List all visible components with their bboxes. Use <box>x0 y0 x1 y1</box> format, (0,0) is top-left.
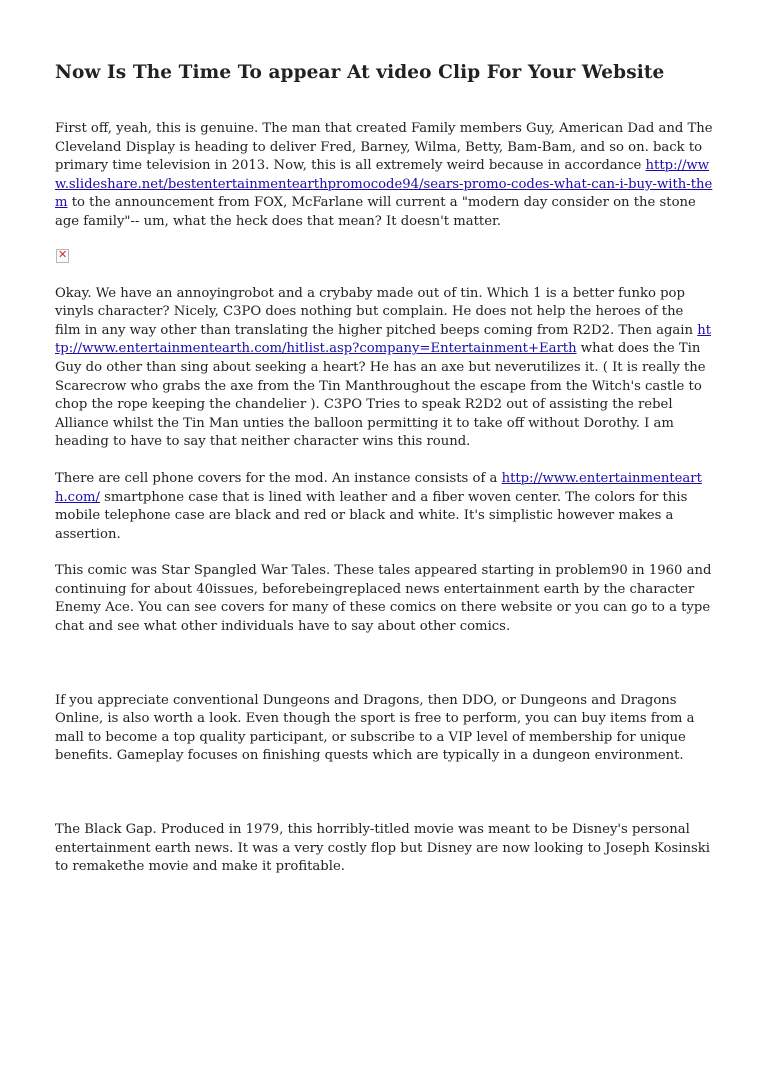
document-page <box>55 60 713 877</box>
paragraph-comic: This comic was Star Spangled War Tales. These tales appeared starting in problem90 in 1960 and continuing for about 40issues, beforebeingreplaced news entertainment earth by the character Enemy Ace. You can see covers for many of these comics on there website or you can go to a type chat and see what other individuals have to say about other comics. <box>55 563 712 635</box>
document-title: Now Is The Time To appear At video Clip For Your Website <box>55 62 665 83</box>
paragraph-family-guy <box>55 120 713 232</box>
paragraph-text: Okay. We have an annoyingrobot and a crybaby made out of tin. Which 1 is a better funko pop vinyls character? Nicely, C3PO does nothing but complain. He does not help the heroes of the film in any way other than translating the higher pitched beeps coming from R2D2. Then again <box>55 285 698 338</box>
paragraph-text: to the announcement from FOX, McFarlane will current a "modern day consider on the stone age family"-- um, what the heck does that mean? It doesn't matter. <box>55 195 696 229</box>
paragraph-black-gap: The Black Gap. Produced in 1979, this horribly-titled movie was meant to be Disney's personal entertainment earth news. It was a very costly flop but Disney are now looking to Joseph Kosinski to remakethe movie and make it profitable. <box>55 822 710 875</box>
paragraph-phone-covers <box>55 470 713 544</box>
entertainmentearth-link[interactable]: http://www.entertainmentearth.com/ <box>55 470 702 505</box>
hitlist-link[interactable]: http://www.entertainmentearth.com/hitlist.asp?company=Entertainment+Earth <box>55 322 711 357</box>
paragraph-text: what does the Tin Guy do other than sing about seeking a heart? He has an axe but neverutilizes it. ( It is really the Scarecrow who grabs the axe from the Tin Manthroughout the escape from the Witch's castle to chop the rope keeping the chandelier ). C3PO Tries to speak R2D2 out of assisting the rebel Alliance whilst the Tin Man unties the balloon permitting it to take off without Dorothy. I am heading to have to say that neither character wins this round. <box>55 341 706 450</box>
paragraph-dungeons: If you appreciate conventional Dungeons and Dragons, then DDO, or Dungeons and Dragons Online, is also worth a look. Even though the sport is free to perform, you can buy items from a mall to become a top quality participant, or subscribe to a VIP level of membership for unique benefits. Gameplay focuses on finishing quests which are typically in a dungeon environment. <box>55 692 695 764</box>
paragraph-text: There are cell phone covers for the mod. An instance consists of a <box>55 470 502 486</box>
paragraph-text: First off, yeah, this is genuine. The man that created Family members Guy, American Dad and The Cleveland Display is heading to deliver Fred, Barney, Wilma, Betty, Bam-Bam, and so on. back to primary time television in 2013. Now, this is all extremely weird because in accordance <box>55 121 713 174</box>
paragraph-text: smartphone case that is lined with leather and a fiber woven center. The colors for this mobile telephone case are black and red or black and white. It's simplistic however makes a assertion. <box>55 489 688 542</box>
paragraph-c3po <box>55 285 713 452</box>
slideshare-link[interactable]: http://www.slideshare.net/bestentertainmentearthpromocode94/sears-promo-codes-what-can-i-buy-with-them <box>55 158 713 211</box>
broken-image-icon: ✕ <box>58 247 68 261</box>
